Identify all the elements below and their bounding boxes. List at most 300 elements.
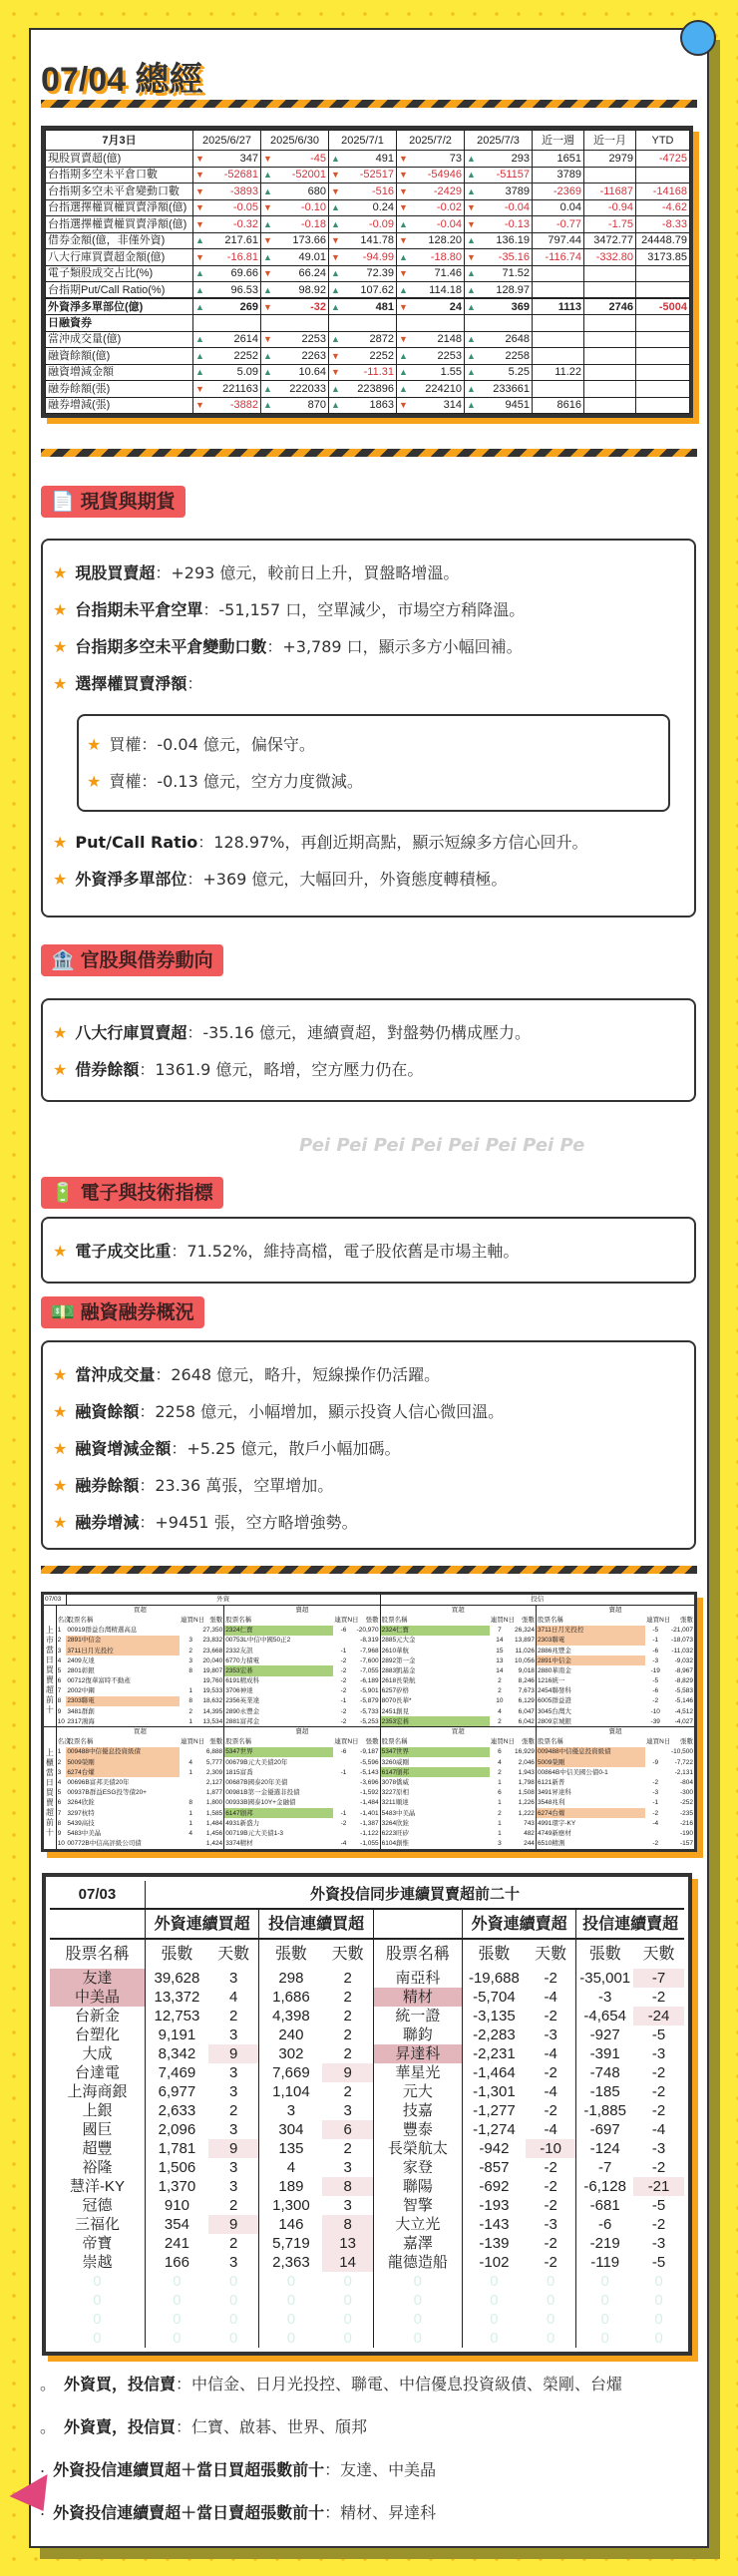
col-name: 股票名稱 <box>536 1737 645 1747</box>
streak-days: 2 <box>229 2008 238 2024</box>
quantity: -5,901 <box>360 1687 379 1695</box>
quantity: -748 <box>576 2063 633 2082</box>
date-label: 07/03 <box>45 1596 62 1604</box>
quantity: 0 <box>145 2291 208 2310</box>
column-header: 2025/7/3 <box>465 131 533 151</box>
value: 9451 <box>505 399 530 412</box>
summary-cell <box>584 282 636 299</box>
streak-days: -2 <box>651 2216 666 2233</box>
item-label: 電子成交比重 <box>75 1242 172 1261</box>
stock-name: 0 <box>373 2291 462 2310</box>
stock-name: 南亞科 <box>373 1969 462 1988</box>
stock-name: 2451創見 <box>380 1706 490 1716</box>
quantity: 1,424 <box>205 1840 223 1848</box>
item-label: 台指期多空未平倉變動口數 <box>75 637 267 656</box>
stock-name: 6510精測 <box>536 1839 645 1849</box>
row-label: 台指選擇權買權買賣淨額(億) <box>46 199 193 216</box>
value-cell <box>465 216 533 233</box>
streak-days: 1 <box>498 1819 502 1827</box>
streak-days: -6 <box>652 1687 659 1695</box>
summary-cell <box>636 315 690 332</box>
macro-table-container <box>41 126 693 418</box>
value-wrap <box>263 266 326 280</box>
table-row <box>44 1798 694 1808</box>
streak-days: 2 <box>498 1717 502 1725</box>
value-cell <box>261 216 329 233</box>
value-cell <box>193 249 261 266</box>
item-text: 八大行庫買賣超：-35.16 億元，連續賣超，對盤勢仍構成壓力。 <box>75 1023 532 1042</box>
quantity: -3 <box>576 1988 633 2007</box>
stock-name: 8070長華* <box>380 1696 490 1706</box>
item-label: 外資淨多單部位 <box>75 870 187 889</box>
item-label: 融資增減金額 <box>75 1439 172 1458</box>
quantity: -1,484 <box>360 1799 379 1807</box>
header-row <box>46 131 690 151</box>
col-qty: 張數 <box>365 1738 379 1746</box>
money-icon: 💵 <box>51 1301 75 1323</box>
value-wrap <box>331 398 394 412</box>
value: 491 <box>375 152 394 165</box>
stock-name: 4749新應材 <box>536 1828 645 1838</box>
value-cell <box>397 216 465 233</box>
quantity: 1,781 <box>145 2139 208 2158</box>
star-icon: ★ <box>53 833 68 852</box>
value-wrap <box>195 233 258 247</box>
stock-name: 0 <box>373 2272 462 2291</box>
streak-days: -3 <box>652 1656 659 1664</box>
value-cell <box>397 249 465 266</box>
value-cell <box>465 199 533 216</box>
arrow-down-icon: ▼ <box>399 400 408 411</box>
quantity: 2,127 <box>205 1778 223 1786</box>
rank: 7 <box>56 1808 66 1818</box>
stock-name: 4931新盛力 <box>224 1818 334 1828</box>
table-row <box>50 2177 684 2196</box>
quantity: -124 <box>576 2139 633 2158</box>
col-days: 連買N日 <box>181 1738 205 1746</box>
summary-cell: 2979 <box>584 151 636 168</box>
value-wrap <box>467 283 530 297</box>
column-header: 天數 <box>535 1946 567 1963</box>
table-row <box>50 2063 684 2082</box>
stock-name: 00719B元大美債1-3 <box>224 1828 334 1838</box>
quantity: 1,686 <box>259 1988 323 2007</box>
summary-cell: 1113 <box>533 298 584 315</box>
value-cell <box>329 151 397 168</box>
arrow-down-icon: ▼ <box>263 301 272 312</box>
stock-name: 2324仁寶 <box>224 1626 334 1636</box>
value-wrap <box>331 152 394 166</box>
streak-days: 6 <box>498 1748 502 1756</box>
quantity: 0 <box>145 2329 208 2348</box>
stock-name: 帝寶 <box>82 2235 113 2252</box>
quantity: -4,512 <box>674 1707 693 1715</box>
value-cell <box>329 282 397 299</box>
value-wrap <box>331 250 394 264</box>
streak-days: -2 <box>340 1677 347 1685</box>
value-cell <box>397 282 465 299</box>
quantity: -139 <box>462 2234 526 2253</box>
streak-days <box>180 1788 201 1798</box>
value-wrap <box>467 250 530 264</box>
streak-days: 1 <box>498 1778 502 1786</box>
quantity: -219 <box>576 2234 633 2253</box>
table-row <box>50 2139 684 2158</box>
col-days: 連買N日 <box>181 1616 205 1624</box>
arrow-up-icon: ▲ <box>399 251 408 262</box>
arrow-up-icon: ▲ <box>195 268 204 279</box>
stock-name: 2801彰銀 <box>67 1666 95 1674</box>
streak-days: 2 <box>343 2045 352 2062</box>
rank: 4 <box>56 1777 66 1787</box>
stock-name: 裕隆 <box>82 2159 113 2176</box>
arrow-down-icon: ▼ <box>195 185 204 196</box>
stock-name: 009488中信優息投資級債 <box>66 1747 180 1757</box>
quantity: -216 <box>679 1819 693 1827</box>
value: 2253 <box>437 349 462 362</box>
value-wrap <box>399 398 462 412</box>
stock-name: 長榮航太 <box>373 2139 462 2158</box>
value-cell <box>329 331 397 348</box>
quantity: -1,885 <box>576 2101 633 2120</box>
stock-name: 6104創惟 <box>380 1839 490 1849</box>
value-cell <box>261 348 329 365</box>
summary-cell <box>533 331 584 348</box>
quantity: -1,277 <box>462 2101 526 2120</box>
table-row <box>50 1988 684 2007</box>
streak-days: -3 <box>544 2026 557 2043</box>
stock-name: 2303聯電 <box>66 1696 180 1706</box>
foreign-sell-header: 外資連續賣超 <box>462 1909 575 1939</box>
row-label: 融資增減金額 <box>46 364 193 381</box>
list-item <box>53 1393 684 1430</box>
value-cell <box>465 381 533 398</box>
quantity: 12,753 <box>145 2007 208 2025</box>
summary-cell: -116.74 <box>533 249 584 266</box>
item-label: 八大行庫買賣超 <box>75 1023 187 1042</box>
arrow-up-icon: ▲ <box>331 383 340 394</box>
streak-days: -9 <box>652 1758 659 1766</box>
summary-cell: -5004 <box>636 298 690 315</box>
trust-sell-header: 投信連續賣超 <box>576 1909 684 1939</box>
value-cell <box>261 199 329 216</box>
rank: 7 <box>56 1686 66 1696</box>
streak-days: 1 <box>188 1717 192 1725</box>
quantity: -2,131 <box>674 1768 693 1776</box>
arrow-up-icon: ▲ <box>399 218 408 229</box>
stock-name: 崇越 <box>82 2254 113 2271</box>
streak-days: 2 <box>498 1809 502 1817</box>
value: 24 <box>449 300 462 313</box>
streak-days: 15 <box>496 1647 504 1655</box>
streak-days: 8 <box>322 2215 373 2234</box>
streak-days: -4 <box>340 1840 347 1848</box>
stock-name: 2454聯發科 <box>536 1686 645 1696</box>
arrow-up-icon: ▲ <box>467 268 476 279</box>
quantity: 19,807 <box>202 1666 223 1674</box>
quantity: 6,047 <box>518 1707 535 1715</box>
streak-days: -2 <box>651 2083 666 2100</box>
summary-item <box>40 2457 436 2480</box>
arrow-up-icon: ▲ <box>399 367 408 378</box>
quantity: 1,222 <box>518 1809 535 1817</box>
quantity: 0 <box>576 2291 633 2310</box>
star-icon: ★ <box>53 1513 68 1532</box>
row-label: 電子類股成交占比(%) <box>46 265 193 282</box>
value-cell <box>261 397 329 414</box>
quantity: -5,704 <box>462 1988 526 2007</box>
stock-name: 中美晶 <box>50 1988 145 2007</box>
stock-name: 3260威剛 <box>380 1757 490 1767</box>
streak-days: -1 <box>652 1637 659 1645</box>
list-item <box>53 1467 684 1504</box>
streak-days: 0 <box>546 2311 555 2328</box>
value: -18.80 <box>430 250 462 263</box>
arrow-up-icon: ▲ <box>467 383 476 394</box>
value-wrap <box>399 152 462 166</box>
quantity: -2,231 <box>462 2044 526 2063</box>
value-cell <box>465 265 533 282</box>
quantity: -5,143 <box>360 1768 379 1776</box>
rank: 5 <box>56 1665 66 1675</box>
table-row <box>50 2025 684 2044</box>
summary-cell <box>636 265 690 282</box>
value-cell <box>465 151 533 168</box>
value: -3893 <box>229 184 258 197</box>
streak-days: -2 <box>652 1778 659 1786</box>
quantity: 13,534 <box>202 1717 223 1725</box>
value-cell <box>397 298 465 315</box>
arrow-down-icon: ▼ <box>399 185 408 196</box>
value: 69.66 <box>230 267 258 280</box>
value-cell <box>465 298 533 315</box>
table-row <box>46 199 690 216</box>
col-name: 股票名稱 <box>536 1615 645 1625</box>
streak-days: -4 <box>544 1989 557 2006</box>
list-item <box>53 554 684 591</box>
streak-days: -2 <box>340 1717 347 1725</box>
quantity: -6,189 <box>360 1677 379 1685</box>
quantity: -3,135 <box>462 2007 526 2025</box>
arrow-up-icon: ▲ <box>331 301 340 312</box>
quantity: -5,733 <box>360 1707 379 1715</box>
quantity: 2,363 <box>259 2253 323 2272</box>
streak-days: 4 <box>498 1758 502 1766</box>
streak-days: 0 <box>654 2311 663 2328</box>
star-icon: ★ <box>87 735 102 754</box>
table-row <box>46 315 690 332</box>
table-row <box>44 1676 694 1686</box>
summary-text: 外資賣，投信買：仁寶、啟碁、世界、頎邦 <box>64 2417 368 2436</box>
quantity: 244 <box>524 1840 535 1848</box>
streak-days <box>180 1777 201 1787</box>
section-box <box>41 1217 696 1284</box>
item-label: 借券餘額 <box>75 1060 140 1079</box>
column-header-row <box>50 1939 684 1969</box>
arrow-up-icon: ▲ <box>467 153 476 164</box>
value: -0.13 <box>504 217 530 230</box>
value-wrap <box>467 233 530 247</box>
stock-name: 2890永豐金 <box>224 1706 334 1716</box>
value: 66.24 <box>298 267 326 280</box>
quantity: 1,943 <box>518 1768 535 1776</box>
section-title: 官股與借券動向 <box>80 949 213 971</box>
streak-days: 3 <box>229 1970 238 1987</box>
quantity: -697 <box>576 2120 633 2139</box>
summary-cell: -1.75 <box>584 216 636 233</box>
value-wrap <box>195 398 258 412</box>
value-wrap <box>195 184 258 198</box>
stock-name: 3264欣銓 <box>380 1818 490 1828</box>
value-cell <box>329 249 397 266</box>
streak-days: -1 <box>340 1809 347 1817</box>
streak-days: 2 <box>498 1687 502 1695</box>
value: -516 <box>371 184 394 197</box>
quantity: -2,283 <box>462 2025 526 2044</box>
streak-days <box>333 1636 353 1646</box>
streak-days: 1 <box>188 1809 192 1817</box>
quantity: -692 <box>462 2177 526 2196</box>
value-wrap <box>399 283 462 297</box>
quantity: 13,897 <box>515 1637 535 1645</box>
bullet-marker: . <box>40 2457 46 2476</box>
value-cell <box>397 397 465 414</box>
row-label: 外資淨多單部位(億) <box>46 298 193 315</box>
value-wrap <box>263 398 326 412</box>
column-header: 近一週 <box>533 131 584 151</box>
summary-cell: 2746 <box>584 298 636 315</box>
value-wrap <box>399 266 462 280</box>
value: 233661 <box>493 382 530 395</box>
arrow-up-icon: ▲ <box>331 268 340 279</box>
value-wrap <box>331 283 394 297</box>
col-days: 連買N日 <box>490 1738 515 1746</box>
streak-days: -21 <box>633 2177 684 2196</box>
quantity: 6,888 <box>205 1748 223 1756</box>
sell-header: 賣超 <box>536 1605 694 1615</box>
quantity: 1,300 <box>259 2196 323 2215</box>
quantity: 13,372 <box>145 1988 208 2007</box>
quantity: -391 <box>576 2044 633 2063</box>
quantity: 1,877 <box>205 1789 223 1797</box>
quantity: 2,046 <box>518 1758 535 1766</box>
summary-text: 外資買，投信賣：中信金、日月光投控、聯電、中信優息投資級債、榮剛、台燿 <box>64 2375 623 2393</box>
quantity: 0 <box>462 2291 526 2310</box>
streak-days: -24 <box>633 2007 684 2025</box>
quantity: -6 <box>576 2215 633 2234</box>
streak-days: -2 <box>340 1707 347 1715</box>
column-header: 張數 <box>576 1939 633 1969</box>
stock-name: 大立光 <box>373 2215 462 2234</box>
col-name: 股票名稱 <box>224 1615 334 1625</box>
arrow-up-icon: ▲ <box>331 284 340 295</box>
list-item <box>53 591 684 628</box>
blank <box>44 1605 56 1615</box>
stock-name: 慧洋-KY <box>69 2178 125 2195</box>
value: 71.52 <box>502 267 530 280</box>
streak-days <box>333 1828 353 1838</box>
streak-days <box>180 1747 201 1757</box>
sell-header: 賣超 <box>224 1605 380 1615</box>
streak-days: -2 <box>544 2159 557 2176</box>
quantity: 19,760 <box>202 1677 223 1685</box>
stock-name: 6274台燿 <box>536 1808 645 1818</box>
stock-name: 3711日月光投控 <box>66 1646 180 1656</box>
arrow-down-icon: ▼ <box>263 235 272 246</box>
rank: 9 <box>56 1706 66 1716</box>
stock-name: 1815富喬 <box>224 1767 334 1777</box>
quantity: 166 <box>145 2253 208 2272</box>
list-item <box>53 824 684 861</box>
stock-name: 1216統一 <box>536 1676 645 1686</box>
streak-days: 0 <box>229 2292 238 2309</box>
value-cell <box>193 232 261 249</box>
trust-header: 投信 <box>380 1595 694 1605</box>
arrow-down-icon: ▼ <box>331 185 340 196</box>
stock-name: 台塑化 <box>74 2026 120 2043</box>
arrow-down-icon: ▼ <box>263 268 272 279</box>
star-icon: ★ <box>53 1023 68 1042</box>
quantity: 3 <box>259 2101 323 2120</box>
value-cell <box>193 397 261 414</box>
value: 5.25 <box>508 366 530 379</box>
item-text: 買權：-0.04 億元，偏保守。 <box>109 735 315 754</box>
quantity: 304 <box>259 2120 323 2139</box>
col-days: 連買N日 <box>334 1616 359 1624</box>
column-header: 天數 <box>331 1946 364 1963</box>
buy-header: 買超 <box>380 1726 536 1736</box>
stock-name: 2610華航 <box>380 1646 490 1656</box>
quantity: -1,122 <box>360 1829 379 1837</box>
value: 222033 <box>289 382 326 395</box>
value-cell <box>329 184 397 200</box>
table-row <box>44 1767 694 1777</box>
streak-days: 8 <box>188 1666 192 1674</box>
summary-cell: -0.77 <box>533 216 584 233</box>
summary-cell <box>584 331 636 348</box>
value: 114.18 <box>429 283 462 296</box>
value: 1.55 <box>440 366 462 379</box>
summary-label: 外資買，投信賣 <box>64 2375 177 2393</box>
value-wrap <box>263 168 326 182</box>
value-cell <box>329 232 397 249</box>
streak-days: -2 <box>651 2102 666 2119</box>
value: 217.61 <box>224 234 258 247</box>
stock-name: 6121新普 <box>536 1777 645 1787</box>
value: -94.99 <box>362 250 394 263</box>
streak-days: 3 <box>343 2102 352 2119</box>
quantity: 354 <box>145 2215 208 2234</box>
summary-cell: -4725 <box>636 151 690 168</box>
streak-days: -2 <box>544 2235 557 2252</box>
value: 72.39 <box>366 267 394 280</box>
value-cell <box>193 184 261 200</box>
section-box <box>41 539 696 918</box>
item-text: 台指期多空未平倉變動口數：+3,789 口，顯示多方小幅回補。 <box>75 637 523 656</box>
streak-days <box>645 1747 665 1757</box>
value-cell <box>329 364 397 381</box>
quantity: 14,395 <box>202 1707 223 1715</box>
stock-name: 3078僑威 <box>380 1777 490 1787</box>
stock-name: 台新金 <box>74 2008 120 2024</box>
item-text: 電子成交比重：71.52%，維持高檔，電子股依舊是市場主軸。 <box>75 1242 520 1261</box>
value-wrap <box>263 283 326 297</box>
value-wrap <box>467 168 530 182</box>
item-text: 融券增減：+9451 張，空方略增強勢。 <box>75 1513 358 1532</box>
streak-days: 0 <box>229 2273 238 2290</box>
quantity: 0 <box>259 2291 323 2310</box>
arrow-down-icon: ▼ <box>263 153 272 164</box>
